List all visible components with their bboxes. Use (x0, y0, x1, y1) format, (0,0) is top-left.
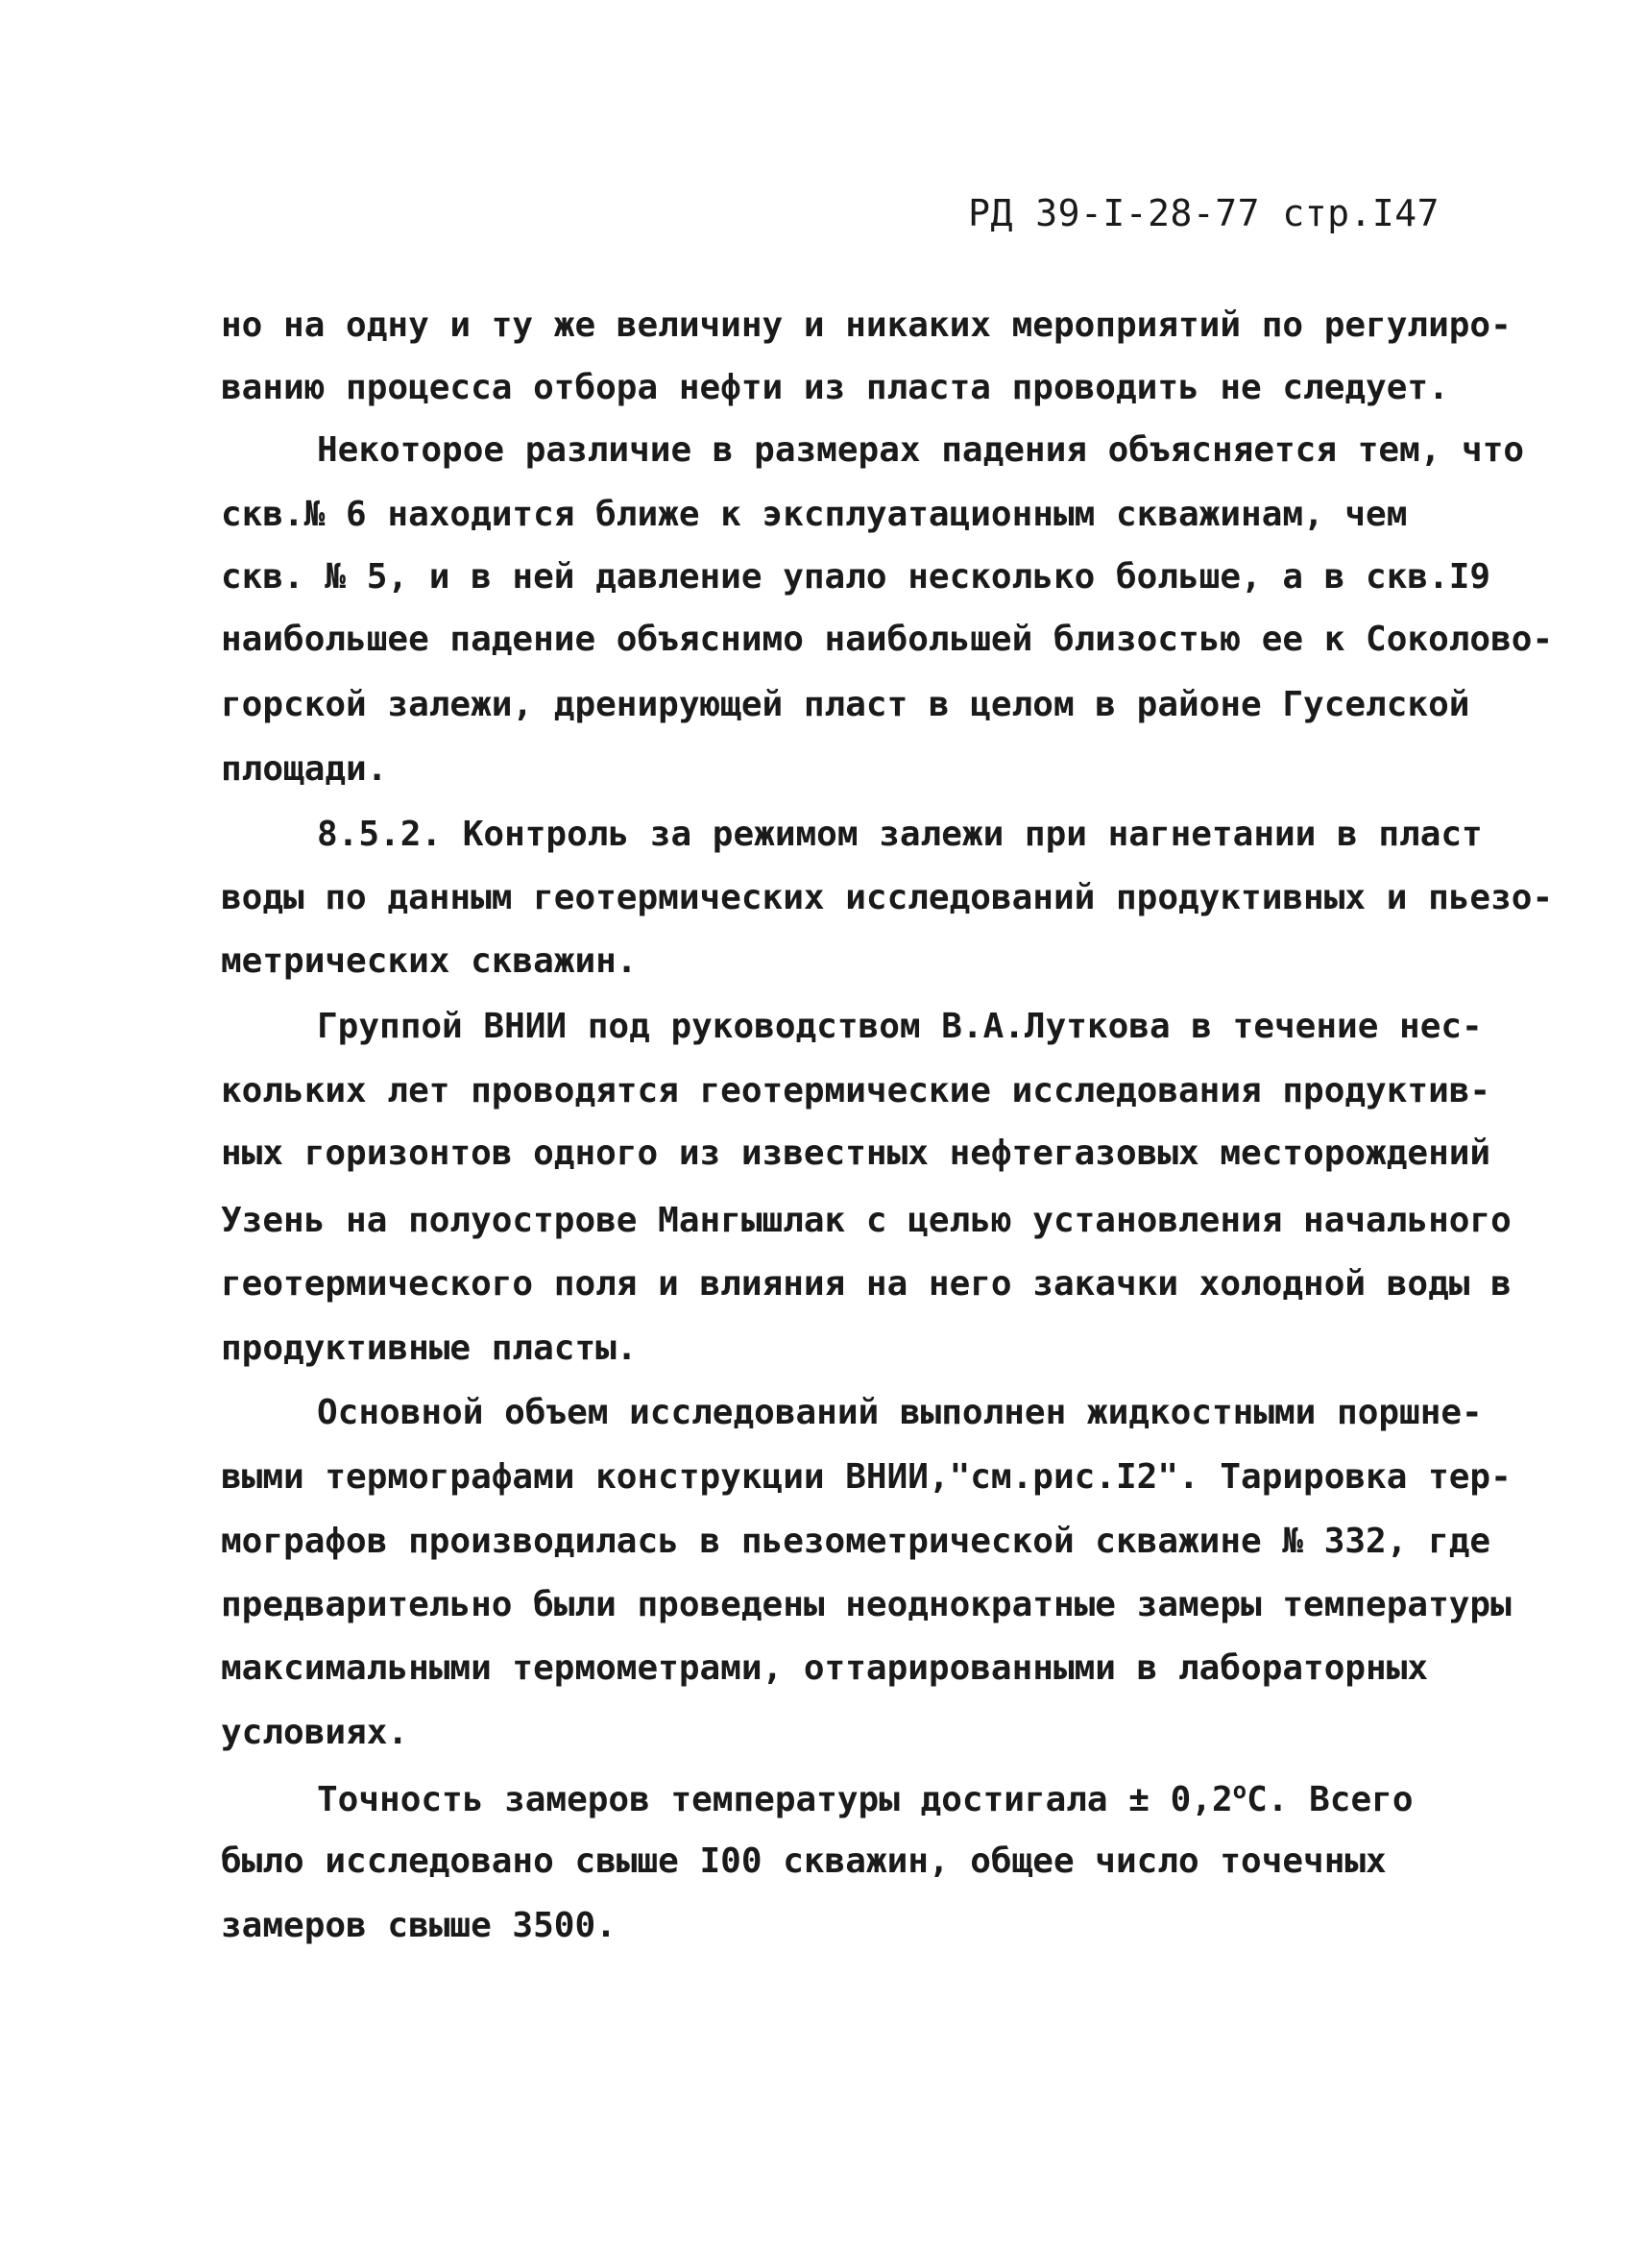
text-line: метрических скважин. (221, 941, 638, 981)
text-line: условиях. (221, 1713, 409, 1752)
text-line: мографов производилась в пьезометрической скважине № 332, где (221, 1522, 1491, 1561)
text-run: С. Всего (1247, 1780, 1414, 1819)
text-line: продуктивные пласты. (221, 1329, 638, 1368)
text-line: замеров свыше 3500. (221, 1906, 617, 1945)
text-line: наибольшее падение объяснимо наибольшей близостью ее к Соколово- (221, 620, 1554, 659)
text-line: ных горизонтов одного из известных нефтегазовых месторождений (221, 1134, 1491, 1173)
text-line: Узень на полуострове Мангышлак с целью установления начального (221, 1201, 1512, 1240)
text-line: Некоторое различие в размерах падения объясняется тем, что (317, 430, 1525, 470)
text-line: предварительно были проведены неоднократные замеры температуры (221, 1585, 1512, 1624)
text-line: воды по данным геотермических исследований продуктивных и пьезо- (221, 878, 1554, 917)
text-line: скв. № 5, и в ней давление упало несколько больше, а в скв.I9 (221, 557, 1491, 597)
text-line: было исследовано свыше I00 скважин, общее число точечных (221, 1841, 1387, 1881)
text-line: скв.№ 6 находится ближе к эксплуатационным скважинам, чем (221, 495, 1408, 534)
text-line: площади. (221, 749, 388, 789)
text-run: Точность замеров температуры достигала ± 0,2 (317, 1780, 1233, 1819)
text-line: ванию процесса отбора нефти из пласта проводить не следует. (221, 368, 1449, 407)
text-line (317, 1777, 1414, 1819)
text-line: но на одну и ту же величину и никаких мероприятий по регулиро- (221, 305, 1512, 345)
text-line: кольких лет проводятся геотермические исследования продуктив- (221, 1071, 1491, 1110)
text-line: максимальными термометрами, оттарированными в лабораторных (221, 1648, 1429, 1688)
degree-sign: о (1232, 1777, 1247, 1804)
text-line: горской залежи, дренирующей пласт в целом в районе Гуселской (221, 685, 1470, 724)
text-line: выми термографами конструкции ВНИИ,"см.рис.I2". Тарировка тер- (221, 1457, 1512, 1497)
text-line: геотермического поля и влияния на него закачки холодной воды в (221, 1264, 1512, 1304)
page-header: РД 39-I-28-77 стр.I47 (968, 192, 1440, 234)
text-line: Основной объем исследований выполнен жидкостными поршне- (317, 1393, 1483, 1432)
section-heading: 8.5.2. Контроль за режимом залежи при нагнетании в пласт (317, 815, 1483, 854)
text-line: Группой ВНИИ под руководством В.А.Луткова в течение нес- (317, 1007, 1483, 1046)
